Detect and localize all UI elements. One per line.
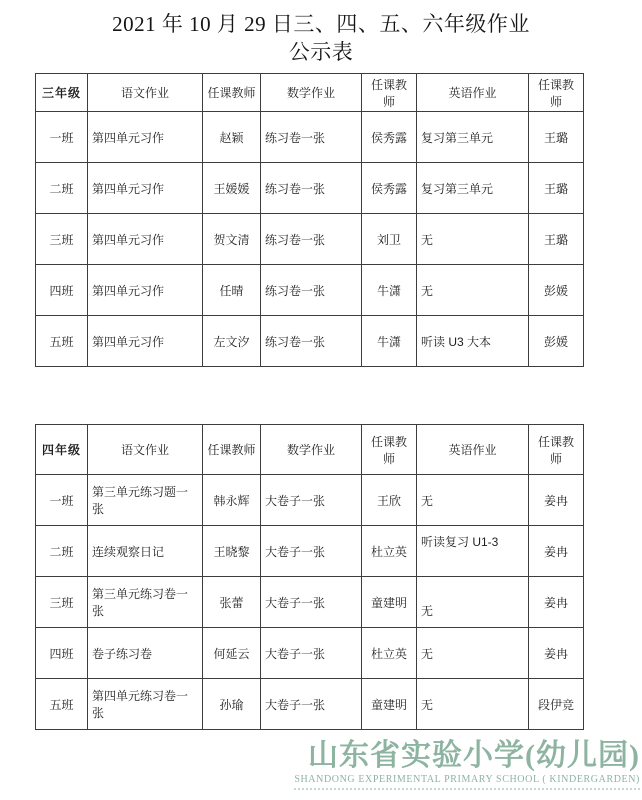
- homework-cell: 练习卷一张: [261, 214, 362, 265]
- homework-cell: 练习卷一张: [261, 265, 362, 316]
- table-row: [36, 679, 584, 730]
- homework-cell: 王媛媛: [203, 163, 261, 214]
- homework-cell: 张蕾: [203, 577, 261, 628]
- homework-cell: 王璐: [529, 112, 584, 163]
- homework-cell: 大卷子一张: [261, 577, 362, 628]
- column-header: 英语作业: [417, 425, 529, 475]
- homework-cell: 无: [417, 214, 529, 265]
- homework-cell: 段伊竞: [529, 679, 584, 730]
- homework-cell: 无: [417, 679, 529, 730]
- table-row: [36, 163, 584, 214]
- homework-cell: 第四单元习作: [88, 112, 203, 163]
- homework-cell: 卷子练习卷: [88, 628, 203, 679]
- homework-cell: 无: [417, 628, 529, 679]
- homework-cell: 牛潇: [362, 265, 417, 316]
- table-row: [36, 112, 584, 163]
- homework-cell: 姜冉: [529, 526, 584, 577]
- column-header: 任课教师: [203, 425, 261, 475]
- homework-cell: 第四单元习作: [88, 163, 203, 214]
- homework-cell: 杜立英: [362, 628, 417, 679]
- column-header: 任课教师: [362, 74, 417, 112]
- table-row: [36, 214, 584, 265]
- class-label: 五班: [36, 679, 88, 730]
- homework-cell: 第四单元习作: [88, 265, 203, 316]
- page-title-line2: 公示表: [288, 40, 354, 64]
- table-row: [36, 265, 584, 316]
- grade-label: 四年级: [36, 425, 88, 475]
- homework-cell: 韩永辉: [203, 475, 261, 526]
- homework-cell: 连续观察日记: [88, 526, 203, 577]
- homework-cell: 童建明: [362, 577, 417, 628]
- column-header: 数学作业: [261, 425, 362, 475]
- table-row: [36, 316, 584, 367]
- class-label: 五班: [36, 316, 88, 367]
- column-header: 任课教师: [362, 425, 417, 475]
- school-name-english: SHANDONG EXPERIMENTAL PRIMARY SCHOOL ( KINDERGARDEN): [294, 774, 640, 785]
- class-label: 二班: [36, 526, 88, 577]
- table-row: [36, 628, 584, 679]
- class-label: 一班: [36, 475, 88, 526]
- table-header-row: [36, 425, 584, 475]
- grade-3-homework-table: [35, 73, 584, 367]
- homework-cell: 姜冉: [529, 628, 584, 679]
- column-header: 语文作业: [88, 425, 203, 475]
- column-header: 任课教师: [529, 425, 584, 475]
- column-header: 任课教师: [203, 74, 261, 112]
- homework-cell: 第四单元习作: [88, 214, 203, 265]
- homework-cell: 彭媛: [529, 316, 584, 367]
- homework-cell: 复习第三单元: [417, 112, 529, 163]
- homework-cell: 听读复习 U1-3: [417, 526, 529, 577]
- class-label: 二班: [36, 163, 88, 214]
- homework-cell: 任晴: [203, 265, 261, 316]
- homework-cell: 第三单元练习题一张: [88, 475, 203, 526]
- table-header-row: [36, 74, 584, 112]
- page-title-line1: 2021 年 10 月 29 日三、四、五、六年级作业: [112, 12, 530, 36]
- homework-cell: 贺文清: [203, 214, 261, 265]
- class-label: 三班: [36, 214, 88, 265]
- homework-cell: 彭媛: [529, 265, 584, 316]
- homework-cell: 赵颖: [203, 112, 261, 163]
- homework-cell: 复习第三单元: [417, 163, 529, 214]
- grade-4-homework-table: [35, 424, 584, 730]
- homework-cell: 王晓黎: [203, 526, 261, 577]
- homework-cell: 第四单元练习卷一张: [88, 679, 203, 730]
- homework-cell: 练习卷一张: [261, 163, 362, 214]
- class-label: 一班: [36, 112, 88, 163]
- homework-cell: 练习卷一张: [261, 112, 362, 163]
- homework-cell: 无: [417, 265, 529, 316]
- class-label: 三班: [36, 577, 88, 628]
- homework-cell: 何延云: [203, 628, 261, 679]
- homework-cell: 练习卷一张: [261, 316, 362, 367]
- school-name-chinese: 山东省实验小学(幼儿园): [308, 739, 640, 772]
- table-row: [36, 526, 584, 577]
- homework-cell: 听读 U3 大本: [417, 316, 529, 367]
- column-header: 数学作业: [261, 74, 362, 112]
- column-header: 任课教师: [529, 74, 584, 112]
- homework-cell: 杜立英: [362, 526, 417, 577]
- homework-cell: 大卷子一张: [261, 628, 362, 679]
- class-label: 四班: [36, 628, 88, 679]
- homework-cell: 孙瑜: [203, 679, 261, 730]
- homework-cell: 大卷子一张: [261, 526, 362, 577]
- homework-cell: 姜冉: [529, 475, 584, 526]
- homework-cell: 大卷子一张: [261, 475, 362, 526]
- grade-label: 三年级: [36, 74, 88, 112]
- table-row: [36, 577, 584, 628]
- page-title: [0, 0, 642, 66]
- homework-cell: 侯秀露: [362, 163, 417, 214]
- class-label: 四班: [36, 265, 88, 316]
- homework-cell: 牛潇: [362, 316, 417, 367]
- table-row: [36, 475, 584, 526]
- homework-cell: 无: [417, 577, 529, 628]
- school-logo: [294, 740, 640, 790]
- homework-cell: 姜冉: [529, 577, 584, 628]
- column-header: 英语作业: [417, 74, 529, 112]
- homework-cell: 大卷子一张: [261, 679, 362, 730]
- homework-cell: 王璐: [529, 163, 584, 214]
- homework-cell: 童建明: [362, 679, 417, 730]
- homework-cell: 王璐: [529, 214, 584, 265]
- homework-cell: 侯秀露: [362, 112, 417, 163]
- column-header: 语文作业: [88, 74, 203, 112]
- homework-cell: 刘卫: [362, 214, 417, 265]
- homework-cell: 左文汐: [203, 316, 261, 367]
- homework-cell: 第三单元练习卷一张: [88, 577, 203, 628]
- homework-cell: 无: [417, 475, 529, 526]
- homework-cell: 第四单元习作: [88, 316, 203, 367]
- homework-cell: 王欣: [362, 475, 417, 526]
